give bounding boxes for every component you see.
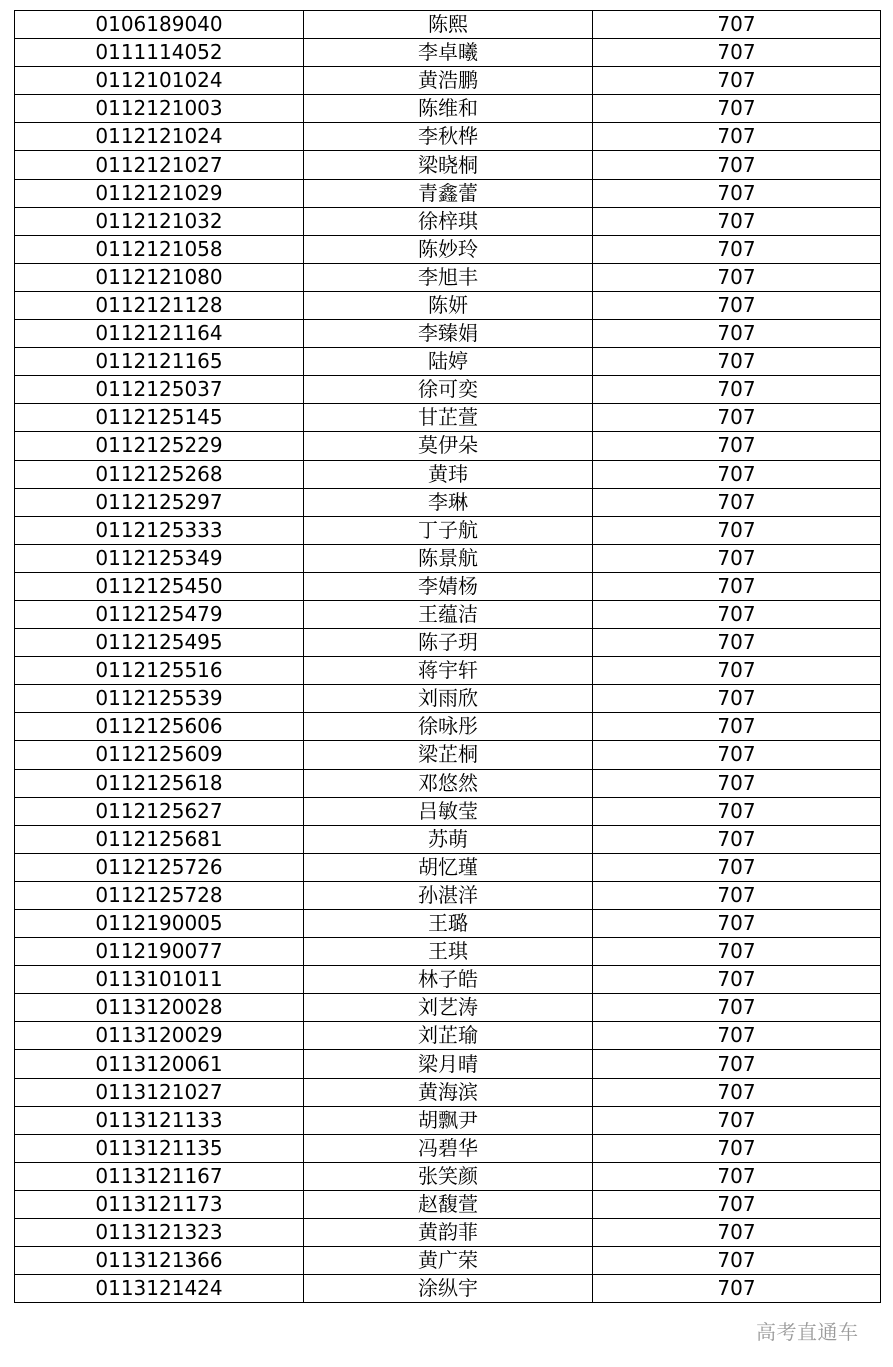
student-name-cell: 徐可奕 [304,376,593,404]
table-row [15,713,881,741]
table-row [15,1134,881,1162]
table-row [15,769,881,797]
student-name-cell: 王蕴洁 [304,600,593,628]
exam-id-cell: 0112190077 [15,938,304,966]
exam-id-cell: 0113121424 [15,1275,304,1303]
score-cell: 707 [593,713,881,741]
score-cell: 707 [593,291,881,319]
exam-id-cell: 0112125627 [15,797,304,825]
exam-id-cell: 0112125450 [15,572,304,600]
score-cell: 707 [593,600,881,628]
exam-id-cell: 0112190005 [15,910,304,938]
table-row [15,11,881,39]
student-name-cell: 黄玮 [304,460,593,488]
exam-id-cell: 0112121080 [15,263,304,291]
table-row [15,825,881,853]
student-name-cell: 胡飘尹 [304,1106,593,1134]
score-cell: 707 [593,1022,881,1050]
student-name-cell: 王琪 [304,938,593,966]
table-row [15,1106,881,1134]
score-cell: 707 [593,488,881,516]
table-row [15,1275,881,1303]
exam-id-cell: 0112125145 [15,404,304,432]
student-name-cell: 王璐 [304,910,593,938]
exam-id-cell: 0112121128 [15,291,304,319]
exam-id-cell: 0112125037 [15,376,304,404]
score-cell: 707 [593,516,881,544]
student-name-cell: 刘雨欣 [304,685,593,713]
student-name-cell: 梁晓桐 [304,151,593,179]
table-row [15,938,881,966]
table-row [15,600,881,628]
exam-id-cell: 0112121024 [15,123,304,151]
score-cell: 707 [593,966,881,994]
score-cell: 707 [593,1275,881,1303]
score-cell: 707 [593,797,881,825]
student-name-cell: 李臻娟 [304,320,593,348]
student-name-cell: 刘艺涛 [304,994,593,1022]
student-name-cell: 吕敏莹 [304,797,593,825]
student-name-cell: 黄浩鹏 [304,67,593,95]
exam-id-cell: 0106189040 [15,11,304,39]
score-cell: 707 [593,348,881,376]
table-row [15,1247,881,1275]
score-table [14,10,881,1303]
exam-id-cell: 0112125333 [15,516,304,544]
exam-id-cell: 0113121366 [15,1247,304,1275]
score-cell: 707 [593,657,881,685]
student-name-cell: 陈子玥 [304,629,593,657]
exam-id-cell: 0112121058 [15,235,304,263]
table-row [15,235,881,263]
student-name-cell: 黄广荣 [304,1247,593,1275]
table-row [15,853,881,881]
table-row [15,629,881,657]
table-row [15,432,881,460]
score-cell: 707 [593,207,881,235]
table-row [15,1050,881,1078]
student-name-cell: 陆婷 [304,348,593,376]
student-name-cell: 丁子航 [304,516,593,544]
score-cell: 707 [593,67,881,95]
student-name-cell: 徐梓琪 [304,207,593,235]
exam-id-cell: 0112125606 [15,713,304,741]
score-cell: 707 [593,1219,881,1247]
score-cell: 707 [593,11,881,39]
table-row [15,39,881,67]
exam-id-cell: 0113121167 [15,1162,304,1190]
student-name-cell: 甘芷萱 [304,404,593,432]
score-cell: 707 [593,1106,881,1134]
exam-id-cell: 0112121032 [15,207,304,235]
exam-id-cell: 0112125349 [15,544,304,572]
table-row [15,910,881,938]
student-name-cell: 陈妙玲 [304,235,593,263]
student-name-cell: 孙湛洋 [304,881,593,909]
student-name-cell: 黄海滨 [304,1078,593,1106]
table-row [15,348,881,376]
student-name-cell: 莫伊朵 [304,432,593,460]
score-cell: 707 [593,1190,881,1218]
student-name-cell: 胡忆瑾 [304,853,593,881]
score-cell: 707 [593,853,881,881]
student-name-cell: 赵馥萱 [304,1190,593,1218]
table-row [15,207,881,235]
exam-id-cell: 0112121164 [15,320,304,348]
exam-id-cell: 0113120028 [15,994,304,1022]
student-name-cell: 梁芷桐 [304,741,593,769]
exam-id-cell: 0113121135 [15,1134,304,1162]
exam-id-cell: 0112125268 [15,460,304,488]
exam-id-cell: 0112125229 [15,432,304,460]
exam-id-cell: 0112121027 [15,151,304,179]
table-row [15,320,881,348]
exam-id-cell: 0112125618 [15,769,304,797]
table-row [15,179,881,207]
score-cell: 707 [593,179,881,207]
score-cell: 707 [593,629,881,657]
table-row [15,797,881,825]
table-row [15,741,881,769]
table-row [15,572,881,600]
exam-id-cell: 0113121027 [15,1078,304,1106]
student-name-cell: 黄韵菲 [304,1219,593,1247]
exam-id-cell: 0112125681 [15,825,304,853]
score-cell: 707 [593,769,881,797]
score-cell: 707 [593,404,881,432]
score-cell: 707 [593,825,881,853]
table-row [15,123,881,151]
student-name-cell: 蒋宇轩 [304,657,593,685]
score-cell: 707 [593,460,881,488]
exam-id-cell: 0112125516 [15,657,304,685]
table-row [15,1162,881,1190]
watermark-text: 高考直通车 [756,1320,859,1344]
table-row [15,460,881,488]
exam-id-cell: 0112125479 [15,600,304,628]
score-cell: 707 [593,235,881,263]
student-name-cell: 梁月晴 [304,1050,593,1078]
score-cell: 707 [593,263,881,291]
table-row [15,376,881,404]
exam-id-cell: 0112125297 [15,488,304,516]
exam-id-cell: 0112121029 [15,179,304,207]
exam-id-cell: 0112125539 [15,685,304,713]
table-row [15,1078,881,1106]
student-name-cell: 李旭丰 [304,263,593,291]
score-table-sheet [14,10,880,1303]
score-cell: 707 [593,123,881,151]
table-row [15,67,881,95]
student-name-cell: 李卓曦 [304,39,593,67]
exam-id-cell: 0113121323 [15,1219,304,1247]
student-name-cell: 张笑颜 [304,1162,593,1190]
exam-id-cell: 0112125609 [15,741,304,769]
student-name-cell: 陈景航 [304,544,593,572]
table-row [15,516,881,544]
table-row [15,685,881,713]
table-row [15,95,881,123]
student-name-cell: 青鑫蕾 [304,179,593,207]
score-cell: 707 [593,1050,881,1078]
score-cell: 707 [593,910,881,938]
score-cell: 707 [593,1162,881,1190]
score-cell: 707 [593,95,881,123]
table-row [15,1190,881,1218]
score-cell: 707 [593,320,881,348]
score-cell: 707 [593,1078,881,1106]
exam-id-cell: 0112101024 [15,67,304,95]
student-name-cell: 陈妍 [304,291,593,319]
score-cell: 707 [593,938,881,966]
table-row [15,404,881,432]
table-row [15,1219,881,1247]
student-name-cell: 徐咏彤 [304,713,593,741]
student-name-cell: 刘芷瑜 [304,1022,593,1050]
score-table-body [15,11,881,1303]
student-name-cell: 林子皓 [304,966,593,994]
table-row [15,994,881,1022]
student-name-cell: 苏萌 [304,825,593,853]
table-row [15,657,881,685]
score-cell: 707 [593,1134,881,1162]
score-cell: 707 [593,432,881,460]
table-row [15,1022,881,1050]
score-cell: 707 [593,741,881,769]
exam-id-cell: 0113121173 [15,1190,304,1218]
score-cell: 707 [593,376,881,404]
exam-id-cell: 0111114052 [15,39,304,67]
exam-id-cell: 0112125495 [15,629,304,657]
exam-id-cell: 0112121003 [15,95,304,123]
score-cell: 707 [593,39,881,67]
exam-id-cell: 0113120029 [15,1022,304,1050]
exam-id-cell: 0112125728 [15,881,304,909]
table-row [15,966,881,994]
score-cell: 707 [593,572,881,600]
exam-id-cell: 0113121133 [15,1106,304,1134]
student-name-cell: 李婧杨 [304,572,593,600]
student-name-cell: 冯碧华 [304,1134,593,1162]
student-name-cell: 邓悠然 [304,769,593,797]
table-row [15,544,881,572]
exam-id-cell: 0112121165 [15,348,304,376]
table-row [15,881,881,909]
table-row [15,263,881,291]
student-name-cell: 李秋桦 [304,123,593,151]
student-name-cell: 陈熙 [304,11,593,39]
table-row [15,488,881,516]
student-name-cell: 陈维和 [304,95,593,123]
table-row [15,151,881,179]
score-cell: 707 [593,685,881,713]
score-cell: 707 [593,151,881,179]
score-cell: 707 [593,1247,881,1275]
score-cell: 707 [593,994,881,1022]
score-cell: 707 [593,544,881,572]
score-cell: 707 [593,881,881,909]
student-name-cell: 李琳 [304,488,593,516]
exam-id-cell: 0113101011 [15,966,304,994]
exam-id-cell: 0112125726 [15,853,304,881]
student-name-cell: 涂纵宇 [304,1275,593,1303]
exam-id-cell: 0113120061 [15,1050,304,1078]
table-row [15,291,881,319]
